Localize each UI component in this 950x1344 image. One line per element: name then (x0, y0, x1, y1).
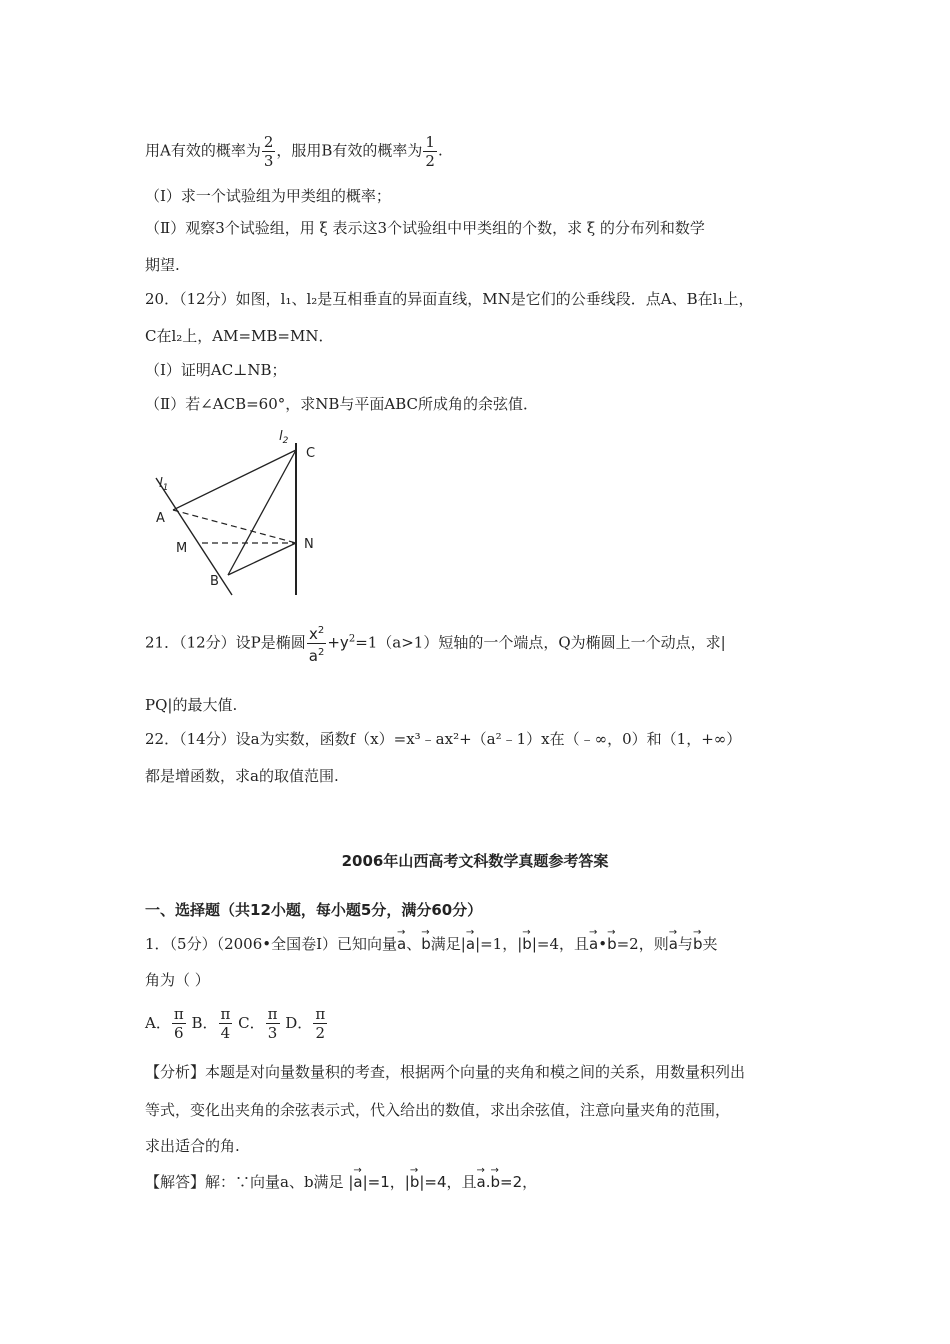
vector-a: → a (466, 934, 475, 954)
vector-b: → b (607, 934, 617, 954)
analysis-line2: 等式，变化出夹角的余弦表示式，代入给出的数值，求出余弦值，注意向量夹角的范围， (145, 1101, 731, 1119)
text: =1（a>1）短轴的一个端点，Q为椭圆上一个动点，求| (355, 633, 726, 652)
den: a (308, 647, 318, 665)
denominator: 2 (425, 152, 435, 170)
vector-a: → a (477, 1172, 486, 1192)
fraction (423, 133, 437, 170)
num: x (308, 625, 318, 643)
text: 满足| (430, 935, 466, 953)
q19-part2: （Ⅱ）观察3个试验组，用 ξ 表示这3个试验组中甲类组的个数，求 ξ 的分布列和数学 (145, 219, 705, 237)
vector-b: → b (491, 1172, 501, 1192)
answer-title: 2006年山西高考文科数学真题参考答案 (341, 852, 609, 870)
vector-b: → b (421, 934, 431, 954)
vector-a: → a (397, 934, 406, 954)
text: 与 (677, 935, 693, 953)
text: |=4，且 (531, 935, 589, 953)
label-l1: $l_1$ (159, 476, 169, 493)
text: |=1，| (475, 935, 523, 953)
answer-options (145, 1005, 328, 1042)
q19-part1: （Ⅰ）求一个试验组为甲类组的概率； (145, 187, 391, 205)
solution-line: 【解答】解：∵向量a、b满足 |→ a|=1，|→ b|=4，且→ a.→ b=2， (145, 1172, 537, 1192)
vector-a: → a (353, 1172, 362, 1192)
q20-stem: 20．（12分）如图，l₁、l₂是互相垂直的异面直线，MN是它们的公垂线段．点A、B在l₁上， (145, 290, 754, 308)
numerator: 1 (425, 133, 435, 151)
prob-line (145, 133, 443, 170)
answer1-cont: 角为（ ） (145, 971, 210, 989)
label-l2: $l_2$ (279, 429, 289, 446)
q21-cont: PQ|的最大值. (145, 696, 238, 714)
answer1-stem (145, 934, 717, 954)
exp: 2 (317, 647, 325, 658)
numerator: 2 (263, 133, 274, 151)
fraction (262, 133, 276, 170)
analysis-line3: 求出适合的角. (145, 1137, 240, 1155)
vector-b: → b (522, 934, 532, 954)
text: 、 (406, 935, 422, 953)
exp: 2 (348, 633, 356, 645)
q19-part2-cont: 期望. (145, 256, 180, 274)
q20-part1: （Ⅰ）证明AC⊥NB； (145, 361, 287, 379)
q22-stem: 22．（14分）设a为实数，函数f（x）=x³﹣ax²+（a²﹣1）x在（﹣∞，0）和（1，+∞） (145, 730, 742, 748)
vector-b: → b (693, 934, 703, 954)
exp: 2 (317, 625, 325, 636)
text: 【解答】解：∵向量a、b满足 (145, 1173, 344, 1191)
fraction (307, 622, 327, 665)
text: 1．（5分）（2006•全国卷Ⅰ）已知向量 (145, 935, 398, 953)
label-C: C (306, 446, 316, 461)
vector-a: → a (589, 934, 598, 954)
label-N: N (304, 537, 314, 552)
text: • (598, 935, 608, 953)
q21-stem (145, 622, 726, 665)
text: ，服用B有效的概率为 (276, 141, 423, 160)
text: 夹 (702, 935, 718, 953)
label-M: M (176, 541, 188, 556)
label-B: B (210, 574, 219, 589)
denominator: 3 (263, 152, 274, 170)
vector-a: → a (669, 934, 678, 954)
text: 21．（12分）设P是椭圆 (145, 633, 306, 652)
text: . (437, 141, 443, 160)
option-c: C． $\frac{\pi}{3}$ (238, 1005, 278, 1042)
vector-b: → b (410, 1172, 420, 1192)
q20-part2: （Ⅱ）若∠ACB=60°，求NB与平面ABC所成角的余弦值． (145, 395, 539, 413)
text: 用A有效的概率为 (145, 141, 261, 160)
label-A: A (156, 511, 165, 526)
option-b: B． $\frac{\pi}{4}$ (191, 1005, 231, 1042)
text: +y (327, 633, 349, 652)
geometry-figure (140, 425, 340, 600)
q22-cont: 都是增函数，求a的取值范围. (145, 767, 339, 785)
q20-stem-cont: C在l₂上，AM=MB=MN． (145, 327, 334, 345)
option-a: A． $\frac{\pi}{6}$ (145, 1005, 184, 1042)
analysis-line1: 【分析】本题是对向量数量积的考查，根据两个向量的夹角和模之间的关系，用数量积列出 (145, 1063, 746, 1081)
option-d: D． $\frac{\pi}{2}$ (285, 1005, 326, 1042)
section-heading: 一、选择题（共12小题，每小题5分，满分60分） (145, 901, 483, 919)
text: =2，则 (616, 935, 669, 953)
